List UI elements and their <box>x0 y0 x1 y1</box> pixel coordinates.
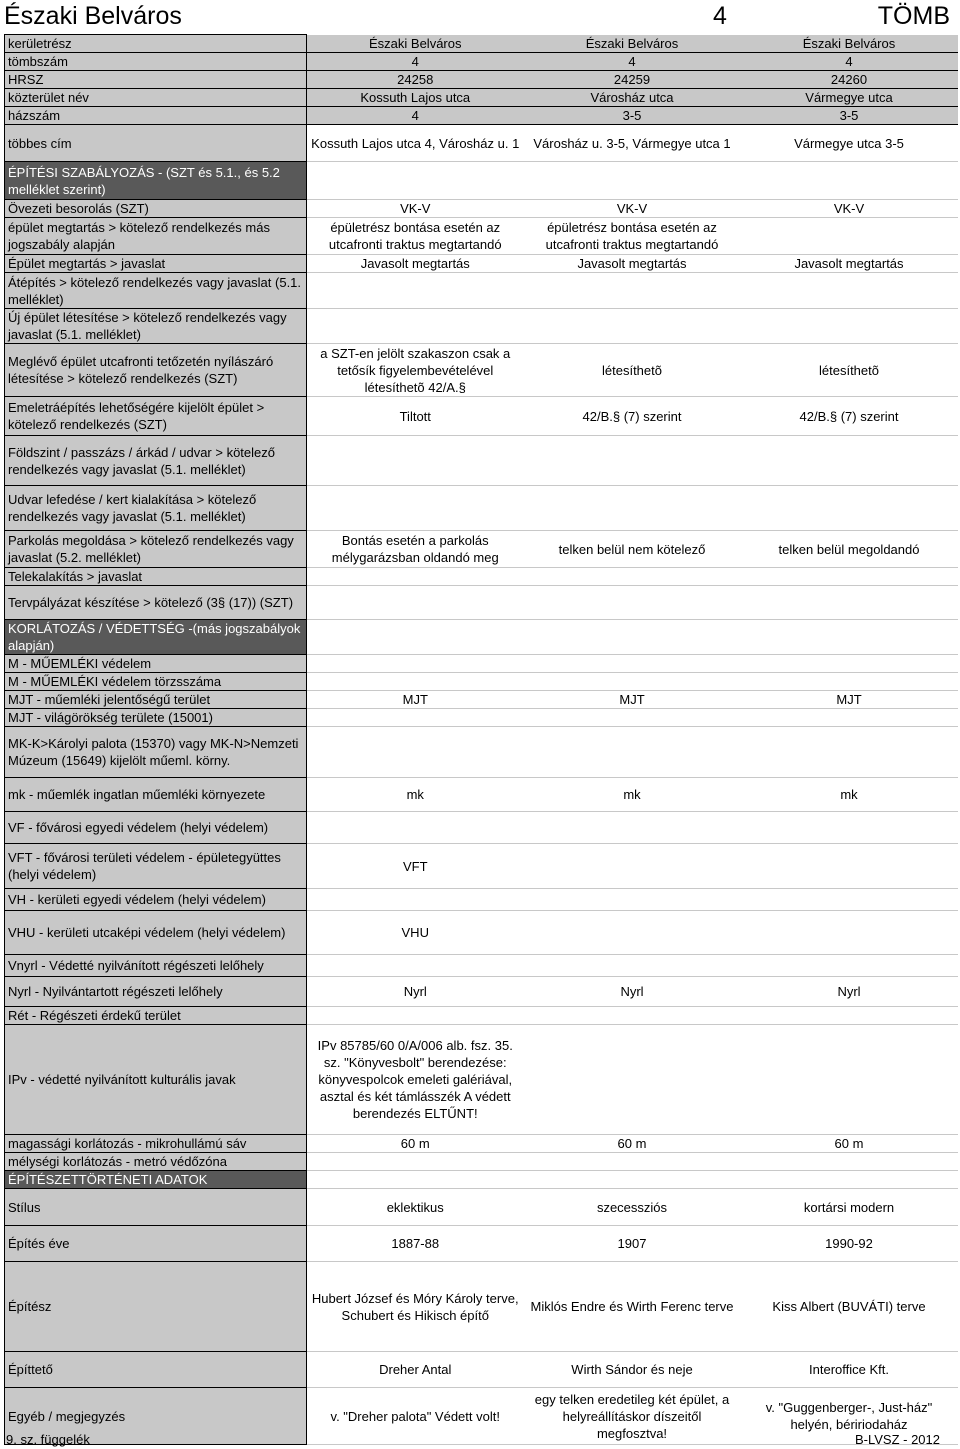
cell-value-1 <box>307 812 524 844</box>
row-label: M - MŰEMLÉKI védelem törzsszáma <box>5 673 307 691</box>
row-label: Földszint / passzázs / árkád / udvar > kötelező rendelkezés vagy javaslat (5.1. melléklet) <box>5 436 307 486</box>
cell-value-2: mk <box>524 778 741 812</box>
page-title: Északi Belváros <box>4 2 182 30</box>
table-row <box>5 727 958 778</box>
table-row <box>5 673 958 691</box>
cell-value-2: épületrész bontása esetén az utcafronti traktus megtartandó <box>524 218 741 255</box>
cell-value-1 <box>307 709 524 727</box>
cell-value-2: 42/B.§ (7) szerint <box>524 397 741 436</box>
table-row <box>5 1262 958 1352</box>
cell-value-3 <box>741 709 958 727</box>
cell-value-1: VFT <box>307 844 524 889</box>
cell-value-1 <box>307 486 524 531</box>
cell-value-3 <box>741 162 958 200</box>
table-row <box>5 655 958 673</box>
cell-value-2 <box>524 812 741 844</box>
cell-value-3 <box>741 1025 958 1135</box>
cell-value-3 <box>741 486 958 531</box>
row-label: VH - kerületi egyedi védelem (helyi védelem) <box>5 889 307 911</box>
cell-value-3: 3-5 <box>741 107 958 125</box>
cell-value-2 <box>524 436 741 486</box>
table-row <box>5 486 958 531</box>
cell-value-1 <box>307 436 524 486</box>
cell-value-1: 1887-88 <box>307 1226 524 1262</box>
table-row <box>5 53 958 71</box>
section-header: KORLÁTOZÁS / VÉDETTSÉG -(más jogszabályok alapján) <box>5 620 307 655</box>
row-label: magassági korlátozás - mikrohullámú sáv <box>5 1135 307 1153</box>
cell-value-3 <box>741 655 958 673</box>
row-label: Stílus <box>5 1189 307 1226</box>
cell-value-2 <box>524 709 741 727</box>
cell-value-3: Északi Belváros <box>741 35 958 53</box>
row-label: többes cím <box>5 125 307 162</box>
cell-value-3: v. "Guggenberger-, Just-ház" helyén, béririodaház <box>741 1388 958 1445</box>
table-row <box>5 218 958 255</box>
table-row <box>5 89 958 107</box>
cell-value-2: 24259 <box>524 71 741 89</box>
cell-value-1: Kossuth Lajos utca <box>307 89 524 107</box>
cell-value-1: Hubert József és Móry Károly terve, Schubert és Hikisch építő <box>307 1262 524 1352</box>
cell-value-1 <box>307 273 524 309</box>
cell-value-2 <box>524 844 741 889</box>
row-label: Telekalakítás > javaslat <box>5 568 307 586</box>
table-row <box>5 568 958 586</box>
row-label: Épület megtartás > javaslat <box>5 255 307 273</box>
cell-value-3 <box>741 218 958 255</box>
table-row <box>5 955 958 977</box>
block-number: 4 <box>713 2 727 30</box>
table-row <box>5 531 958 568</box>
row-label: MK-K>Károlyi palota (15370) vagy MK-N>Nemzeti Múzeum (15649) kijelölt műeml. körny. <box>5 727 307 778</box>
cell-value-2 <box>524 1171 741 1189</box>
cell-value-1: mk <box>307 778 524 812</box>
table-row <box>5 1135 958 1153</box>
table-row <box>5 1352 958 1388</box>
table-row <box>5 162 958 200</box>
cell-value-2 <box>524 911 741 955</box>
cell-value-1 <box>307 162 524 200</box>
row-label: Építés éve <box>5 1226 307 1262</box>
row-label: MJT - műemléki jelentőségű terület <box>5 691 307 709</box>
row-label: HRSZ <box>5 71 307 89</box>
cell-value-2 <box>524 486 741 531</box>
table-row <box>5 200 958 218</box>
cell-value-2: MJT <box>524 691 741 709</box>
row-label: Egyéb / megjegyzés <box>5 1388 307 1445</box>
cell-value-1: 60 m <box>307 1135 524 1153</box>
cell-value-2: Miklós Endre és Wirth Ferenc terve <box>524 1262 741 1352</box>
cell-value-1 <box>307 309 524 344</box>
cell-value-2: 60 m <box>524 1135 741 1153</box>
cell-value-1: Tiltott <box>307 397 524 436</box>
cell-value-2 <box>524 309 741 344</box>
row-label: tömbszám <box>5 53 307 71</box>
cell-value-3 <box>741 273 958 309</box>
data-table <box>4 34 958 1445</box>
cell-value-2: telken belül nem kötelező <box>524 531 741 568</box>
cell-value-3 <box>741 844 958 889</box>
table-row <box>5 1226 958 1262</box>
row-label: Tervpályázat készítése > kötelező (3§ (17)) (SZT) <box>5 586 307 620</box>
footer-right: B-LVSZ - 2012 <box>854 1432 940 1447</box>
row-label: Átépítés > kötelező rendelkezés vagy javaslat (5.1. melléklet) <box>5 273 307 309</box>
cell-value-1 <box>307 1171 524 1189</box>
row-label: mk - műemlék ingatlan műemléki környezete <box>5 778 307 812</box>
row-label: VFT - fővárosi területi védelem - épületegyüttes (helyi védelem) <box>5 844 307 889</box>
row-label: MJT - világörökség területe (15001) <box>5 709 307 727</box>
row-label: VHU - kerületi utcaképi védelem (helyi védelem) <box>5 911 307 955</box>
cell-value-3: Nyrl <box>741 977 958 1007</box>
cell-value-3: 4 <box>741 53 958 71</box>
cell-value-2 <box>524 727 741 778</box>
cell-value-3: Vármegye utca 3-5 <box>741 125 958 162</box>
cell-value-1 <box>307 727 524 778</box>
cell-value-1 <box>307 673 524 691</box>
cell-value-1 <box>307 568 524 586</box>
cell-value-3 <box>741 586 958 620</box>
table-row <box>5 691 958 709</box>
cell-value-3: MJT <box>741 691 958 709</box>
row-label: Emeletráépítés lehetőségére kijelölt épület > kötelező rendelkezés (SZT) <box>5 397 307 436</box>
cell-value-2: 1907 <box>524 1226 741 1262</box>
cell-value-3 <box>741 568 958 586</box>
table-row <box>5 1007 958 1025</box>
row-label: IPv - védetté nyilvánított kulturális javak <box>5 1025 307 1135</box>
cell-value-2 <box>524 620 741 655</box>
cell-value-2: létesíthetõ <box>524 344 741 397</box>
row-label: közterület név <box>5 89 307 107</box>
cell-value-3 <box>741 673 958 691</box>
table-body <box>5 35 958 1445</box>
row-label: M - MŰEMLÉKI védelem <box>5 655 307 673</box>
row-label: Nyrl - Nyilvántartott régészeti lelőhely <box>5 977 307 1007</box>
cell-value-2 <box>524 955 741 977</box>
cell-value-2: VK-V <box>524 200 741 218</box>
footer-left: 9. sz. függelék <box>6 1432 90 1447</box>
row-label: Építész <box>5 1262 307 1352</box>
cell-value-1: 4 <box>307 53 524 71</box>
cell-value-3 <box>741 620 958 655</box>
table-row <box>5 35 958 53</box>
section-header: ÉPÍTÉSZETTÖRTÉNETI ADATOK <box>5 1171 307 1189</box>
table-row <box>5 911 958 955</box>
cell-value-2: 3-5 <box>524 107 741 125</box>
table-row <box>5 977 958 1007</box>
cell-value-2 <box>524 889 741 911</box>
cell-value-1: Javasolt megtartás <box>307 255 524 273</box>
row-label: VF - fővárosi egyedi védelem (helyi védelem) <box>5 812 307 844</box>
table-row <box>5 397 958 436</box>
cell-value-1: 24258 <box>307 71 524 89</box>
row-label: mélységi korlátozás - metró védőzóna <box>5 1153 307 1171</box>
table-row <box>5 1171 958 1189</box>
table-row <box>5 71 958 89</box>
table-row <box>5 709 958 727</box>
cell-value-1 <box>307 620 524 655</box>
cell-value-1: Északi Belváros <box>307 35 524 53</box>
row-label: Új épület létesítése > kötelező rendelkezés vagy javaslat (5.1. melléklet) <box>5 309 307 344</box>
cell-value-3 <box>741 889 958 911</box>
cell-value-2: Városház utca <box>524 89 741 107</box>
table-row <box>5 1189 958 1226</box>
table-row <box>5 309 958 344</box>
table-row <box>5 255 958 273</box>
cell-value-1: épületrész bontása esetén az utcafronti traktus megtartandó <box>307 218 524 255</box>
cell-value-3: Kiss Albert (BUVÁTI) terve <box>741 1262 958 1352</box>
title-bar <box>0 0 960 32</box>
cell-value-1: VK-V <box>307 200 524 218</box>
cell-value-2 <box>524 1153 741 1171</box>
row-label: Övezeti besorolás (SZT) <box>5 200 307 218</box>
row-label: Parkolás megoldása > kötelező rendelkezés vagy javaslat (5.2. melléklet) <box>5 531 307 568</box>
cell-value-1: v. "Dreher palota" Védett volt! <box>307 1388 524 1445</box>
cell-value-2 <box>524 655 741 673</box>
cell-value-1 <box>307 889 524 911</box>
cell-value-2: Wirth Sándor és neje <box>524 1352 741 1388</box>
cell-value-3: telken belül megoldandó <box>741 531 958 568</box>
cell-value-3 <box>741 955 958 977</box>
cell-value-3: létesíthetõ <box>741 344 958 397</box>
cell-value-3 <box>741 1007 958 1025</box>
table-row <box>5 1025 958 1135</box>
table-row <box>5 1153 958 1171</box>
row-label: Vnyrl - Védetté nyilvánított régészeti lelőhely <box>5 955 307 977</box>
cell-value-1: Kossuth Lajos utca 4, Városház u. 1 <box>307 125 524 162</box>
table-row <box>5 844 958 889</box>
cell-value-2: Javasolt megtartás <box>524 255 741 273</box>
row-label: Rét - Régészeti érdekű terület <box>5 1007 307 1025</box>
cell-value-2 <box>524 162 741 200</box>
section-header: ÉPÍTÉSI SZABÁLYOZÁS - (SZT és 5.1., és 5.2 melléklet szerint) <box>5 162 307 200</box>
table-row <box>5 812 958 844</box>
row-label: házszám <box>5 107 307 125</box>
cell-value-2: egy telken eredetileg két épület, a helyreállításkor díszeitől megfosztva! <box>524 1388 741 1445</box>
row-label: Építtető <box>5 1352 307 1388</box>
cell-value-1: a SZT-en jelölt szakaszon csak a tetősík figyelembevételével létesíthetõ 42/A.§ <box>307 344 524 397</box>
table-row <box>5 107 958 125</box>
cell-value-3: Javasolt megtartás <box>741 255 958 273</box>
cell-value-3 <box>741 1153 958 1171</box>
cell-value-3 <box>741 309 958 344</box>
block-suffix: TÖMB <box>877 2 950 30</box>
table-row <box>5 889 958 911</box>
cell-value-1 <box>307 655 524 673</box>
row-label: épület megtartás > kötelező rendelkezés más jogszabály alapján <box>5 218 307 255</box>
cell-value-3 <box>741 727 958 778</box>
cell-value-1 <box>307 1153 524 1171</box>
row-label: Meglévő épület utcafronti tetőzetén nyílászáró létesítése > kötelező rendelkezés (SZT) <box>5 344 307 397</box>
row-label: kerületrész <box>5 35 307 53</box>
cell-value-3: kortársi modern <box>741 1189 958 1226</box>
table-row <box>5 778 958 812</box>
cell-value-3: 60 m <box>741 1135 958 1153</box>
table-row <box>5 436 958 486</box>
cell-value-2 <box>524 568 741 586</box>
cell-value-3 <box>741 1171 958 1189</box>
cell-value-1: IPv 85785/60 0/A/006 alb. fsz. 35. sz. "Könyvesbolt" berendezése: könyvespolcok emeleti galériával, asztal és két támlásszék A védett berendezés ELTŰNT! <box>307 1025 524 1135</box>
cell-value-3: mk <box>741 778 958 812</box>
table-row <box>5 1388 958 1445</box>
cell-value-1: Bontás esetén a parkolás mélygarázsban oldandó meg <box>307 531 524 568</box>
cell-value-2 <box>524 673 741 691</box>
cell-value-3: 1990-92 <box>741 1226 958 1262</box>
cell-value-1 <box>307 586 524 620</box>
cell-value-2 <box>524 1025 741 1135</box>
table-row <box>5 273 958 309</box>
cell-value-3: 24260 <box>741 71 958 89</box>
table-row <box>5 586 958 620</box>
row-label: Udvar lefedése / kert kialakítása > kötelező rendelkezés vagy javaslat (5.1. melléklet) <box>5 486 307 531</box>
table-row <box>5 344 958 397</box>
cell-value-3 <box>741 436 958 486</box>
cell-value-3: Vármegye utca <box>741 89 958 107</box>
table-row <box>5 125 958 162</box>
cell-value-2 <box>524 586 741 620</box>
table-row <box>5 620 958 655</box>
cell-value-1: eklektikus <box>307 1189 524 1226</box>
cell-value-1: VHU <box>307 911 524 955</box>
cell-value-1: MJT <box>307 691 524 709</box>
cell-value-1: 4 <box>307 107 524 125</box>
cell-value-3: 42/B.§ (7) szerint <box>741 397 958 436</box>
cell-value-3 <box>741 911 958 955</box>
cell-value-1: Nyrl <box>307 977 524 1007</box>
cell-value-1: Dreher Antal <box>307 1352 524 1388</box>
cell-value-2: Északi Belváros <box>524 35 741 53</box>
cell-value-2 <box>524 1007 741 1025</box>
cell-value-2 <box>524 273 741 309</box>
cell-value-1 <box>307 955 524 977</box>
cell-value-1 <box>307 1007 524 1025</box>
cell-value-3: VK-V <box>741 200 958 218</box>
cell-value-3: Interoffice Kft. <box>741 1352 958 1388</box>
cell-value-2: Nyrl <box>524 977 741 1007</box>
cell-value-2: 4 <box>524 53 741 71</box>
cell-value-3 <box>741 812 958 844</box>
cell-value-2: szecessziós <box>524 1189 741 1226</box>
cell-value-2: Városház u. 3-5, Vármegye utca 1 <box>524 125 741 162</box>
